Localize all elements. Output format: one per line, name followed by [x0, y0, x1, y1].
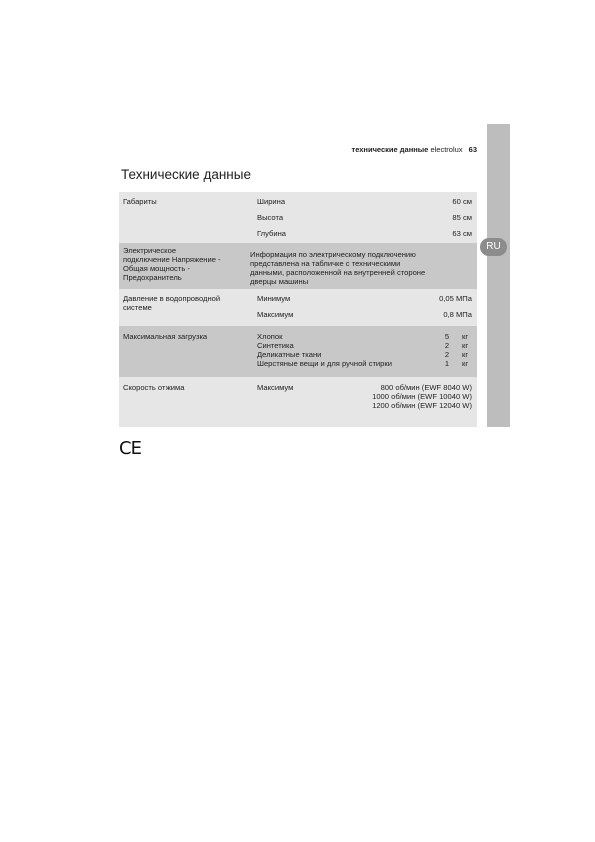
- spec-name: Ширина: [257, 197, 286, 206]
- spec-name: Максимум: [257, 383, 294, 392]
- spec-name: Минимум: [257, 294, 291, 303]
- spec-value: 0,05 МПа: [439, 294, 472, 303]
- spec-name: Деликатные ткани: [257, 350, 322, 359]
- spec-label: Общая мощность -: [123, 264, 190, 273]
- spec-label: Скорость отжима: [123, 383, 185, 392]
- spec-row-max-load: [119, 326, 477, 377]
- spec-row-dimensions: [119, 192, 477, 243]
- spec-unit: кг: [462, 332, 469, 341]
- spec-label: Габариты: [123, 197, 157, 206]
- spec-row-electrical: [119, 243, 477, 289]
- spec-value: 60 см: [452, 197, 472, 206]
- spec-unit: кг: [462, 350, 469, 359]
- spec-text: дверцы машины: [250, 277, 309, 286]
- header-brand: electrolux: [430, 145, 463, 154]
- spec-number: 5: [444, 332, 450, 341]
- ce-mark-logo: CE: [119, 438, 141, 459]
- spec-value: 63 см: [452, 229, 472, 238]
- spec-name: Синтетика: [257, 341, 294, 350]
- running-header: [300, 145, 477, 154]
- spec-unit: кг: [462, 341, 469, 350]
- spec-label: Предохранитель: [123, 273, 182, 282]
- spec-label: Электрическое: [123, 246, 177, 255]
- spec-value: 0,8 МПа: [443, 310, 472, 319]
- spec-number: 2: [444, 341, 450, 350]
- page-number: 63: [468, 145, 477, 154]
- spec-text: данными, расположенной на внутренней стороне: [250, 268, 426, 277]
- spec-label: системе: [123, 303, 152, 312]
- spec-value: 800 об/мин (EWF 8040 W): [380, 383, 472, 392]
- spec-text: Информация по электрическому подключению: [250, 250, 416, 259]
- spec-row-spin-speed: [119, 377, 477, 427]
- spec-unit: кг: [462, 359, 469, 368]
- spec-label: Давление в водопроводной: [123, 294, 221, 303]
- spec-name: Шерстяные вещи и для ручной стирки: [257, 359, 392, 368]
- spec-value: 85 см: [452, 213, 472, 222]
- spec-name: Глубина: [257, 229, 287, 238]
- page-title: Технические данные: [121, 167, 251, 182]
- spec-value: 1000 об/мин (EWF 10040 W): [372, 392, 472, 401]
- spec-label: подключение Напряжение -: [123, 255, 221, 264]
- header-section: технические данные: [351, 145, 429, 154]
- spec-number: 1: [444, 359, 450, 368]
- language-badge: RU: [480, 238, 507, 256]
- side-tab-strip: [487, 124, 510, 427]
- spec-name: Высота: [257, 213, 284, 222]
- spec-number: 2: [444, 350, 450, 359]
- spec-name: Хлопок: [257, 332, 283, 341]
- spec-row-water-pressure: [119, 289, 477, 326]
- spec-text: представлена на табличке с техническими: [250, 259, 401, 268]
- spec-label: Максимальная загрузка: [123, 332, 208, 341]
- spec-value: 1200 об/мин (EWF 12040 W): [372, 401, 472, 410]
- spec-name: Максимум: [257, 310, 294, 319]
